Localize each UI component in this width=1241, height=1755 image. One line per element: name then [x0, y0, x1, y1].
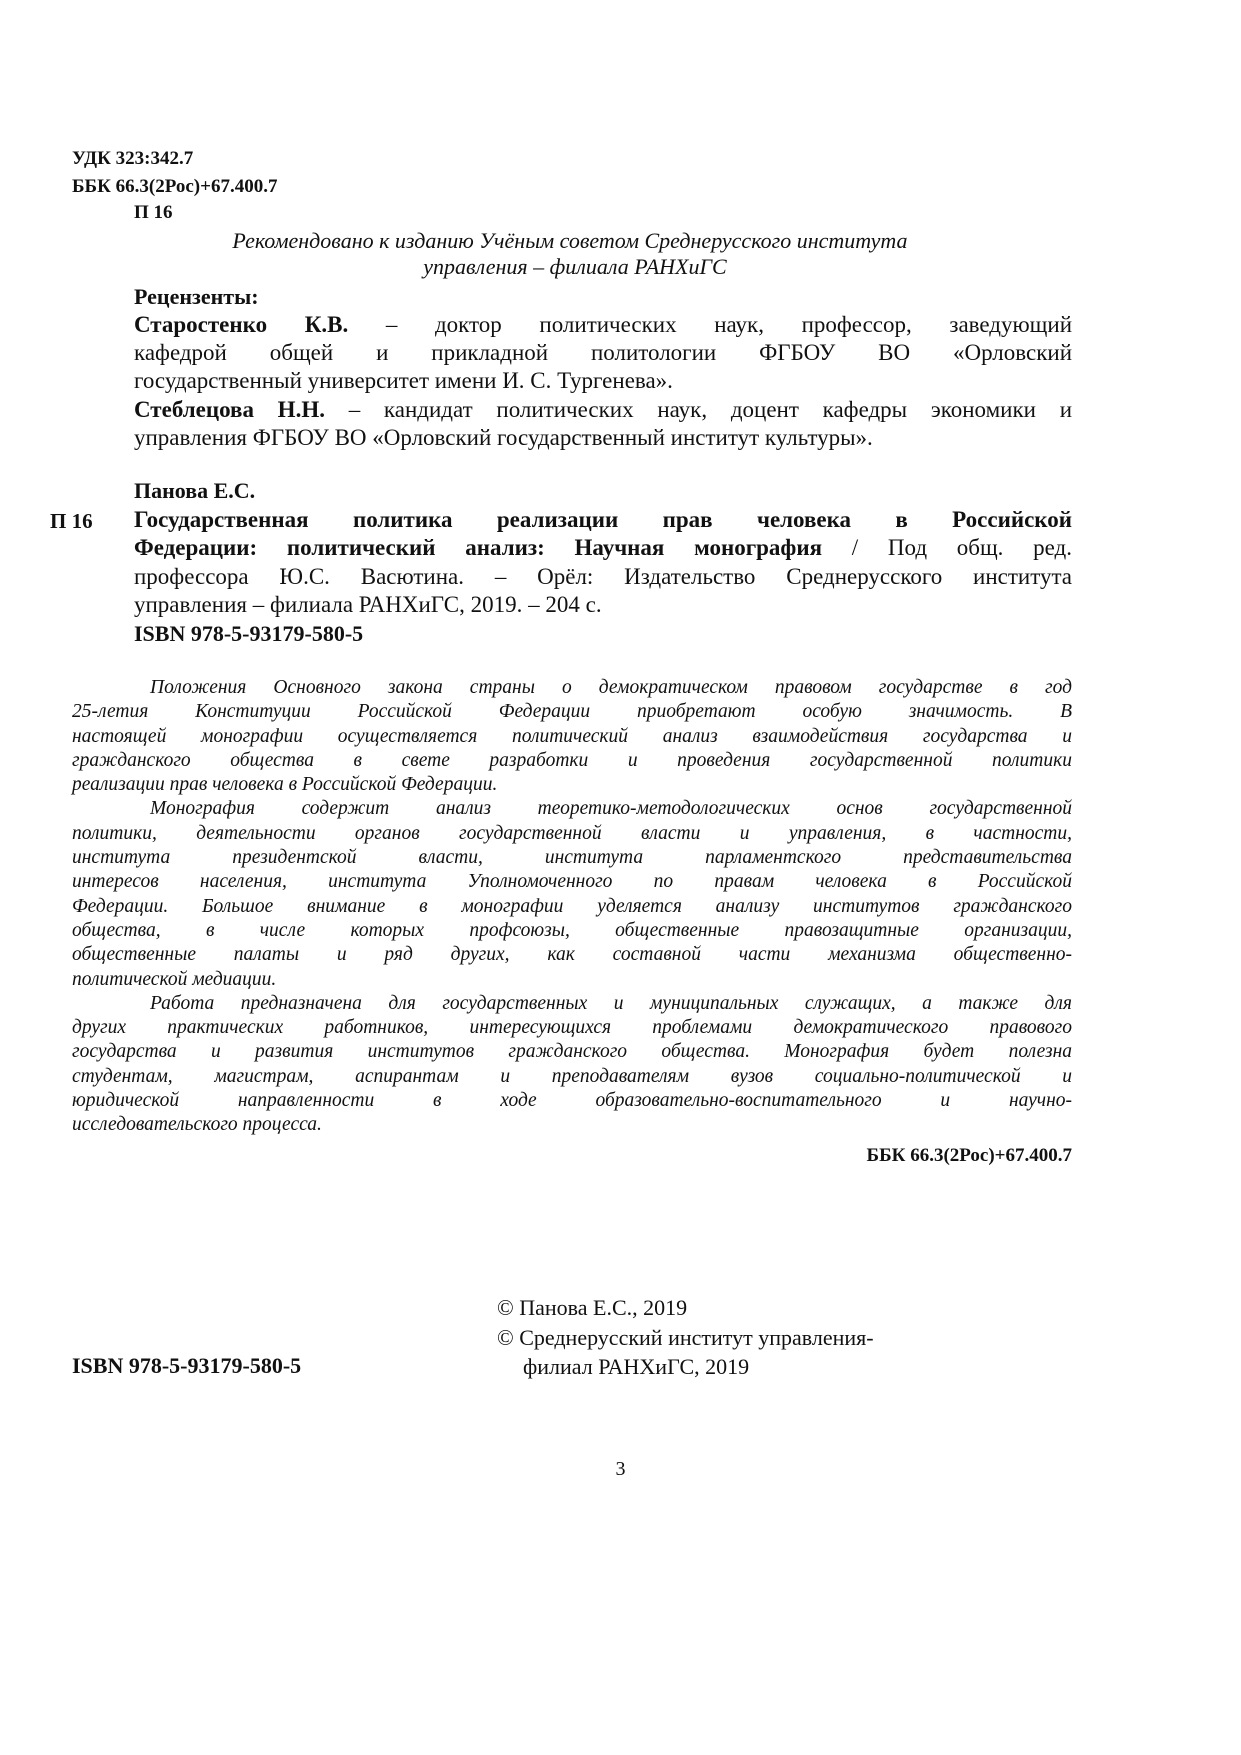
- abstract-line: интересов населения, института Уполномоченного по правам человека в Российской: [72, 871, 1072, 893]
- recommendation-line: управления – филиала РАНХиГС: [423, 254, 727, 279]
- abstract-line: 25-летия Конституции Российской Федерации приобретают особую значимость. В: [72, 701, 1072, 723]
- reviewers-list: [134, 311, 1072, 452]
- reviewer-text: – доктор политических наук, профессор, заведующий: [385, 312, 1072, 337]
- abstract-line: других практических работников, интересующихся проблемами демократического правового: [72, 1017, 1072, 1039]
- book-editor: / Под общ. ред.: [851, 535, 1073, 561]
- copyright-block: [497, 1293, 874, 1382]
- reviewer-name: Стеблецова Н.Н.: [134, 396, 325, 422]
- reviewer-name: Старостенко К.В.: [134, 312, 349, 337]
- copyright-line: филиал РАНХиГС, 2019: [523, 1354, 750, 1379]
- udk-code: УДК 323:342.7: [72, 148, 194, 169]
- abstract-line: государства и развития институтов гражданского общества. Монография будет полезна: [72, 1041, 1072, 1063]
- recommendation-line: Рекомендовано к изданию Учёным советом Среднерусского института: [232, 228, 908, 253]
- author-mark: П 16: [134, 202, 173, 223]
- abstract-line: Монография содержит анализ теоретико-методологических основ государственной: [150, 798, 1072, 820]
- reviewer-line: управления ФГБОУ ВО «Орловский государственный институт культуры».: [134, 424, 873, 450]
- abstract-line: политики, деятельности органов государственной власти и управления, в частности,: [72, 822, 1072, 844]
- abstract-line: института президентской власти, института парламентского представительства: [72, 847, 1072, 869]
- abstract-line: политической медиации.: [72, 968, 277, 990]
- book-imprint-line: профессора Ю.С. Васютина. – Орёл: Издательство Среднерусского института: [134, 563, 1072, 589]
- bbk-code: ББК 66.3(2Рос)+67.400.7: [72, 176, 278, 197]
- abstract-line: Федерации. Большое внимание в монографии уделяется анализу институтов гражданского: [72, 895, 1072, 917]
- book-author: Панова Е.С.: [134, 478, 256, 503]
- reviewer-line: [134, 396, 1072, 424]
- reviewer-text: – кандидат политических наук, доцент кафедры экономики и: [348, 396, 1072, 422]
- abstract-line: Положения Основного закона страны о демократическом правовом государстве в год: [150, 677, 1072, 698]
- abstract-line: общества, в числе которых профсоюзы, общественные правозащитные организации,: [72, 919, 1072, 941]
- copyright-line: © Панова Е.С., 2019: [497, 1295, 688, 1320]
- reviewers-heading: Рецензенты:: [134, 284, 259, 309]
- book-description: [134, 506, 1072, 648]
- reviewer-line: [134, 311, 1072, 339]
- abstract-line: юридической направленности в ходе образовательно-воспитательного и научно-: [72, 1090, 1072, 1112]
- abstract-line: студентам, магистрам, аспирантам и преподавателям вузов социально-политической и: [72, 1065, 1072, 1087]
- isbn-bottom: ISBN 978-5-93179-580-5: [72, 1353, 302, 1378]
- abstract-line: гражданского общества в свете разработки и проведения государственной политики: [72, 749, 1072, 771]
- reviewer-line: государственный университет имени И. С. Тургенева».: [134, 368, 673, 394]
- book-mark: П 16: [50, 509, 93, 533]
- abstract-line: общественные палаты и ряд других, как составной части механизма общественно-: [72, 944, 1072, 966]
- book-title-line: Государственная политика реализации прав человека в Российской: [134, 507, 1072, 532]
- book-imprint-line: управления – филиала РАНХиГС, 2019. – 204 с.: [134, 592, 602, 618]
- reviewer-line: кафедрой общей и прикладной политологии ФГБОУ ВО «Орловский: [134, 340, 1072, 366]
- copyright-line: © Среднерусский институт управления-: [497, 1324, 874, 1350]
- bbk-bottom: ББК 66.3(2Рос)+67.400.7: [866, 1145, 1072, 1166]
- abstract-line: Работа предназначена для государственных и муниципальных служащих, а также для: [150, 992, 1072, 1014]
- abstract-line: исследовательского процесса.: [72, 1114, 322, 1136]
- page-number: 3: [615, 1458, 626, 1480]
- abstract-line: реализации прав человека в Российской Федерации.: [72, 774, 498, 796]
- abstract: [72, 676, 1072, 1138]
- book-title: Федерации: политический анализ: Научная монография: [134, 535, 823, 561]
- recommendation-note: [0, 228, 1140, 280]
- book-isbn: ISBN 978-5-93179-580-5: [134, 620, 364, 646]
- abstract-line: настоящей монографии осуществляется политический анализ взаимодействия государства и: [72, 725, 1072, 747]
- book-title-line: [134, 534, 1072, 562]
